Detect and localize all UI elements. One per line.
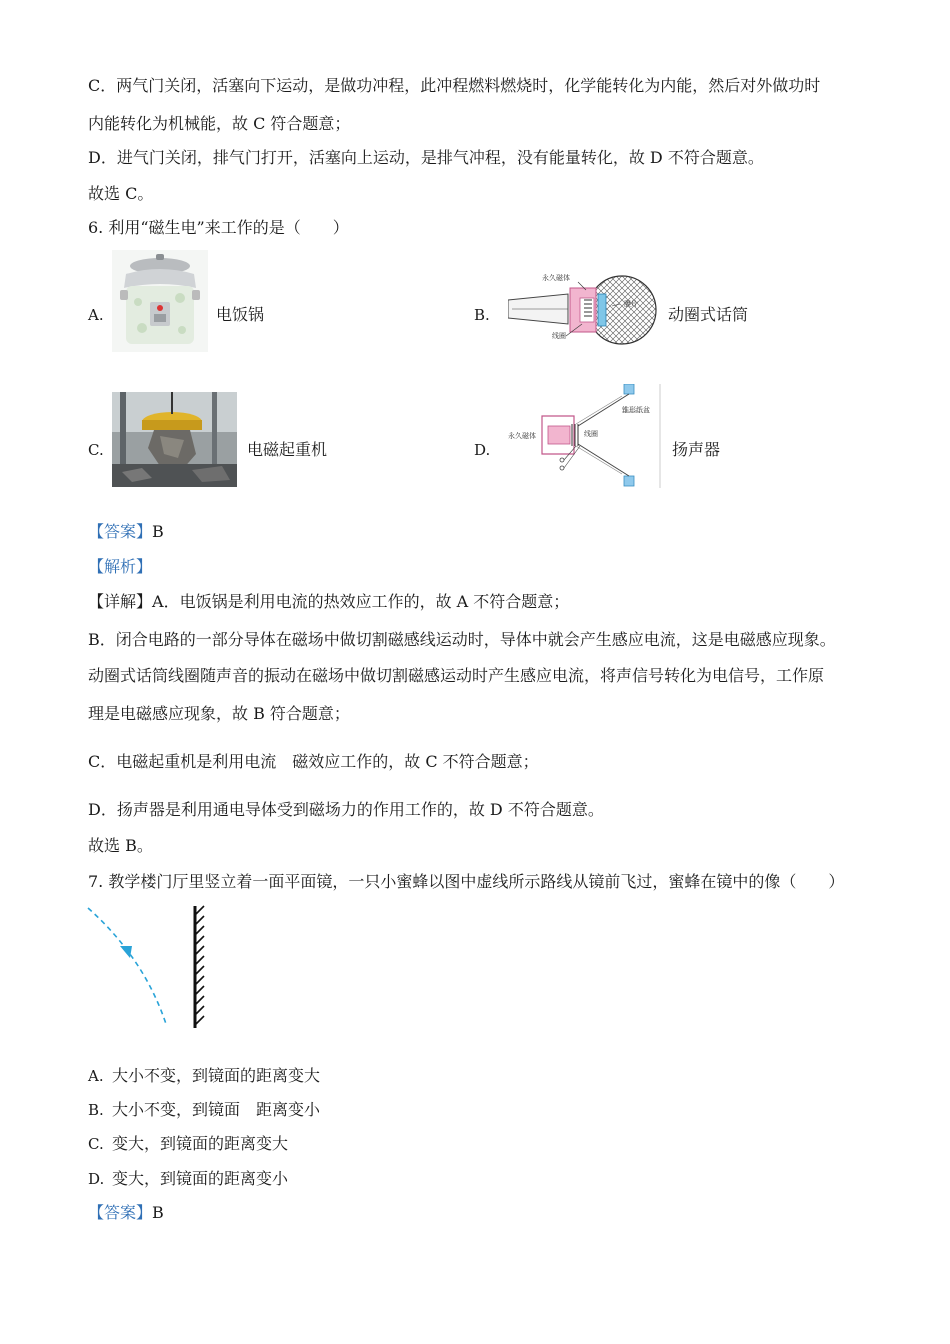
- rice-cooker-image: [112, 250, 208, 352]
- q7-stem: 7. 教学楼门厅里竖立着一面平面镜，一只小蜜蜂以图中虚线所示路线从镜前飞过，蜜蜂在镜中的像（ ）: [88, 872, 845, 891]
- q7-option-a-text: 大小不变，到镜面的距离变大: [112, 1066, 321, 1085]
- q7-answer-value: B: [152, 1203, 164, 1222]
- q7-answer: [88, 1203, 164, 1223]
- q6-option-b-label: B.: [474, 306, 490, 324]
- q6-option-c-label: C.: [88, 441, 104, 459]
- q6-detail-c: C．电磁起重机是利用电流 磁效应工作的，故 C 不符合题意；: [88, 752, 539, 771]
- loudspeaker-diagram: [502, 384, 662, 488]
- q6-choose: 故选 B。: [88, 836, 153, 855]
- q6-option-d-label: D.: [474, 441, 491, 459]
- q6-detail-tag: 【详解】: [88, 592, 153, 611]
- prev-answer-line-d: D．进气门关闭，排气门打开，活塞向上运动，是排气冲程，没有能量转化，故 D 不符合题意。: [88, 148, 764, 167]
- q7-option-b-label: B.: [88, 1101, 104, 1119]
- q6-option-b-text: 动圈式话筒: [668, 305, 749, 324]
- q6-option-a-text: 电饭锅: [216, 305, 265, 324]
- bee-path-dashed-line: [88, 908, 166, 1024]
- q6-answer-value: B: [152, 522, 164, 541]
- prev-answer-choose: 故选 C。: [88, 184, 154, 203]
- speaker-magnet-label: 永久磁体: [508, 432, 536, 440]
- q6-detail-b2: 动圈式话筒线圈随声音的振动在磁场中做切割磁感运动时产生感应电流，将声信号转化为电信号，工作原: [88, 666, 825, 685]
- q6-answer-tag: 【答案】: [88, 522, 153, 541]
- mic-coil-label: 线圈: [552, 332, 566, 340]
- path-arrow-icon: [120, 946, 132, 958]
- q6-detail-a: [88, 592, 569, 612]
- speaker-cone-label: 锥形纸盆: [622, 406, 650, 414]
- mic-diaphragm-label: 膜片: [624, 300, 638, 308]
- q6-option-c-text: 电磁起重机: [247, 440, 328, 459]
- q6-detail-a-text: A．电饭锅是利用电流的热效应工作的，故 A 不符合题意；: [152, 592, 570, 611]
- q6-detail-b1: B．闭合电路的一部分导体在磁场中做切割磁感线运动时，导体中就会产生感应电流，这是电磁感应现象。: [88, 630, 836, 649]
- q7-answer-tag: 【答案】: [88, 1203, 153, 1222]
- prev-answer-line-c1: C．两气门关闭，活塞向下运动，是做功冲程，此冲程燃料燃烧时，化学能转化为内能，然后对外做功时: [88, 76, 821, 95]
- prev-answer-line-c2: 内能转化为机械能，故 C 符合题意；: [88, 114, 351, 133]
- mirror-hatching: [196, 906, 204, 1024]
- q6-option-d-text: 扬声器: [672, 440, 721, 459]
- q7-option-b-text: 大小不变，到镜面 距离变小: [112, 1100, 321, 1119]
- speaker-coil-label: 线圈: [584, 430, 598, 438]
- q7-option-d-text: 变大，到镜面的距离变小: [112, 1169, 289, 1188]
- q7-option-c-text: 变大，到镜面的距离变大: [112, 1134, 289, 1153]
- q6-detail-b3: 理是电磁感应现象，故 B 符合题意；: [88, 704, 350, 723]
- electromagnetic-crane-photo: [112, 392, 237, 487]
- q6-detail-d: D．扬声器是利用通电导体受到磁场力的作用工作的，故 D 不符合题意。: [88, 800, 604, 819]
- q6-answer: [88, 522, 164, 542]
- q7-option-c-label: C.: [88, 1135, 104, 1153]
- mic-magnet-label: 永久磁体: [542, 274, 570, 282]
- q6-analysis-tag: 【解析】: [88, 557, 153, 576]
- q6-option-a-label: A.: [88, 306, 104, 324]
- dynamic-microphone-diagram: [508, 270, 658, 346]
- q7-option-a-label: A.: [88, 1067, 104, 1085]
- q6-stem: 6. 利用“磁生电”来工作的是（ ）: [88, 218, 349, 237]
- q7-option-d-label: D.: [88, 1170, 105, 1188]
- mirror-bee-path-diagram: [84, 902, 214, 1032]
